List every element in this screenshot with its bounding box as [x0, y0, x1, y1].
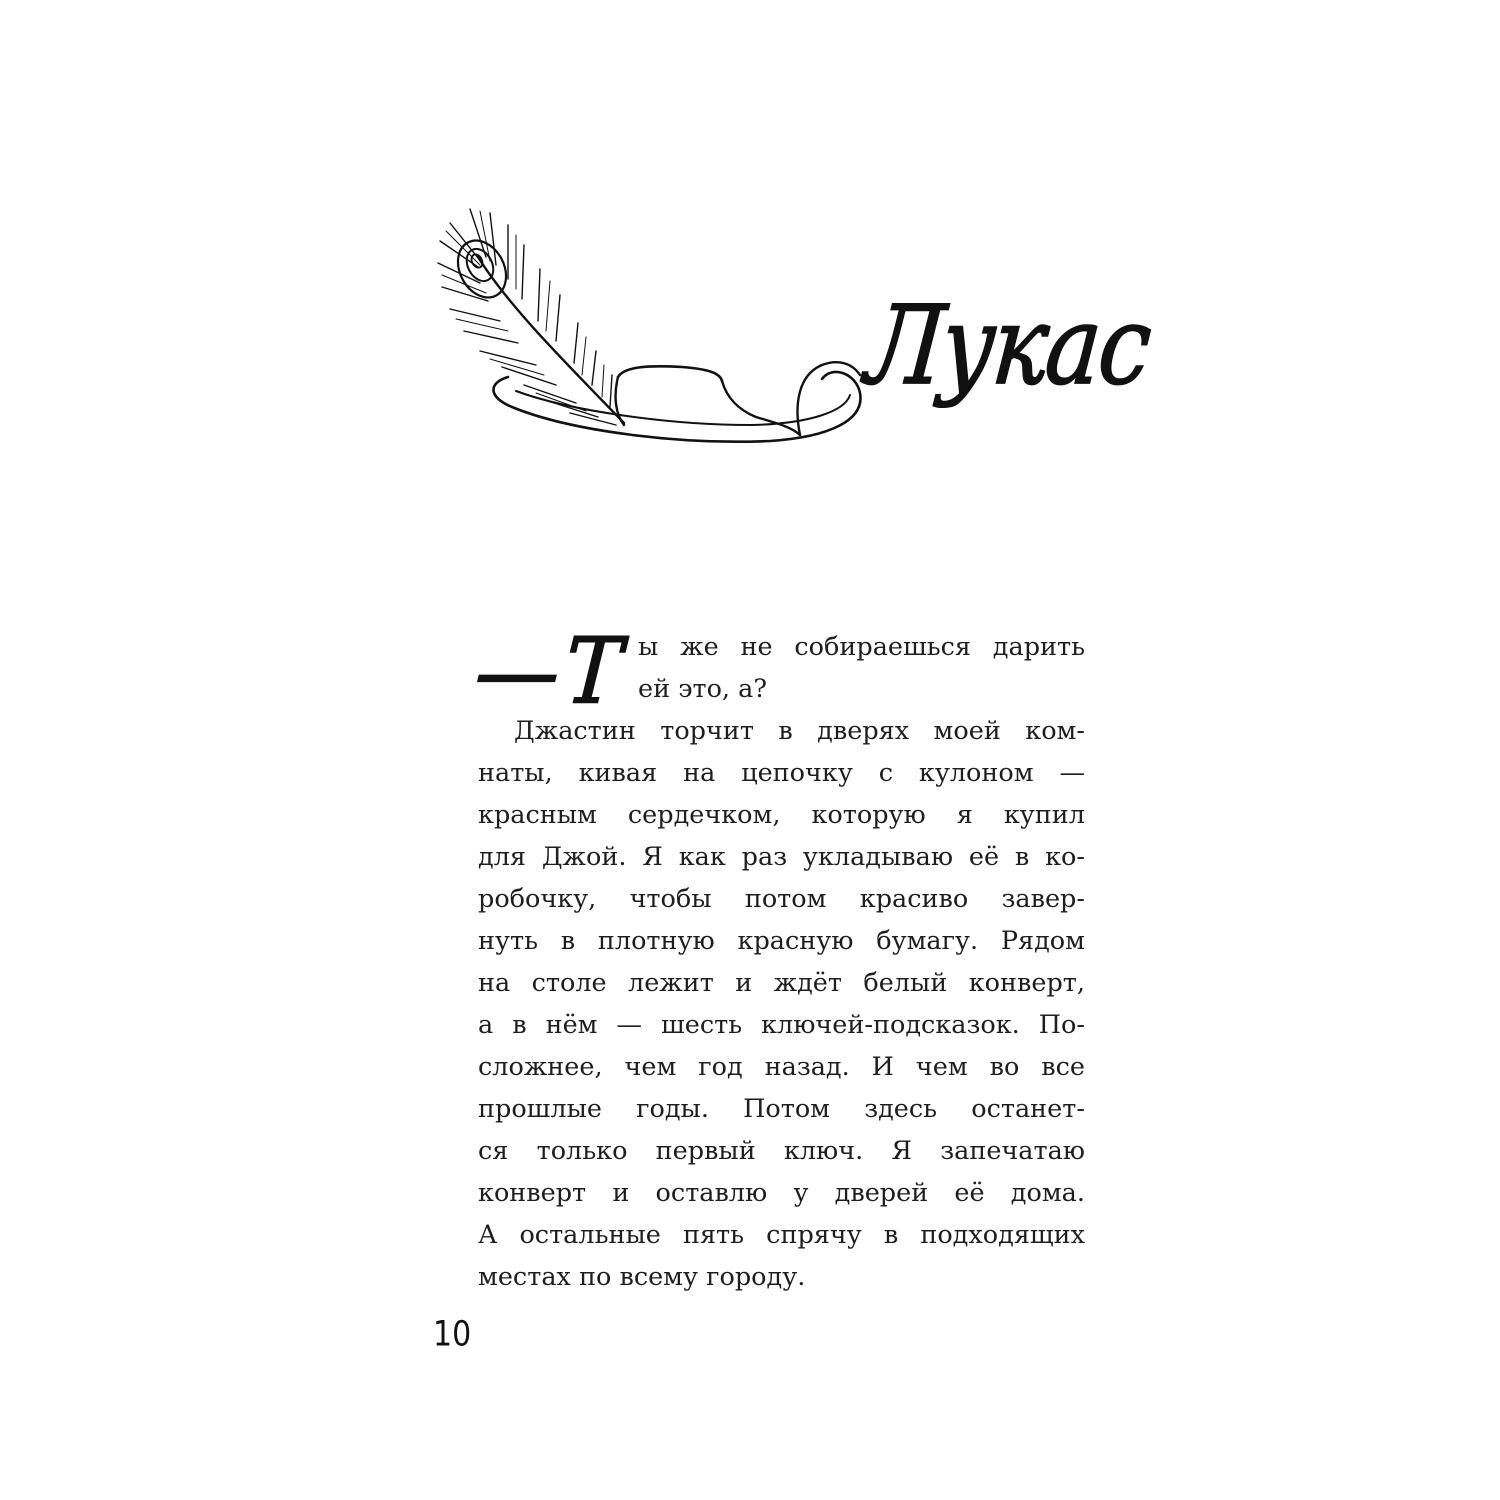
- opening-line: ей это, а?: [638, 674, 768, 704]
- text-line: красным сердечком, которую я купил: [478, 800, 1085, 830]
- body-paragraph: [478, 710, 1085, 1298]
- text-line: сложнее, чем год назад. И чем во все: [478, 1052, 1085, 1082]
- text-line: ся только первый ключ. Я запечатаю: [478, 1136, 1085, 1166]
- text-line: на столе лежит и ждёт белый конверт,: [478, 968, 1085, 998]
- text-line: для Джой. Я как раз укладываю её в ко-: [478, 842, 1085, 872]
- chapter-title: Лукас: [861, 282, 1155, 409]
- peacock-feather-hat-icon: [420, 205, 900, 465]
- text-line: Джастин торчит в дверях моей ком-: [514, 716, 1085, 746]
- opening-line: ы же не собираешься дарить: [638, 632, 1085, 662]
- chapter-text: [471, 618, 1085, 1298]
- text-line: нуть в плотную красную бумагу. Рядом: [478, 926, 1085, 956]
- opening-sentence: [471, 618, 1085, 724]
- text-line: робочку, чтобы потом красиво завер-: [478, 884, 1085, 914]
- text-line: прошлые годы. Потом здесь останет-: [478, 1094, 1085, 1124]
- dropcap: —Т: [471, 618, 631, 724]
- text-line: наты, кивая на цепочку с кулоном —: [478, 758, 1085, 788]
- text-line: конверт и оставлю у дверей её дома.: [478, 1178, 1085, 1208]
- text-line: А остальные пять спрячу в подходящих: [478, 1220, 1085, 1250]
- page-number: 10: [433, 1314, 472, 1355]
- text-line: местах по всему городу.: [478, 1262, 806, 1292]
- text-line: а в нём — шесть ключей-подсказок. По-: [478, 1010, 1085, 1040]
